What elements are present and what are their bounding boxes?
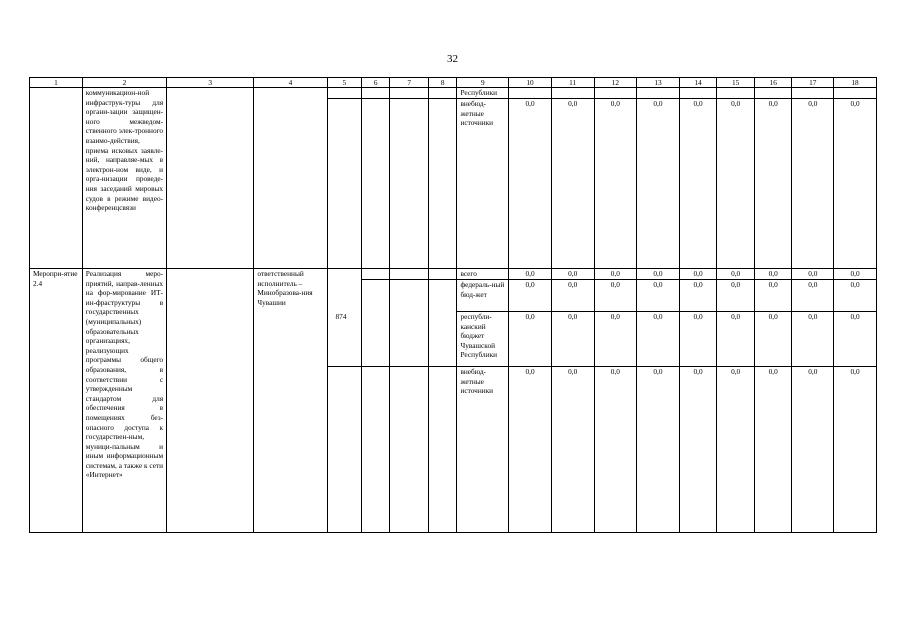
value-cell: 0,0 xyxy=(509,280,552,312)
empty-cell xyxy=(390,367,429,533)
empty-cell xyxy=(429,312,457,367)
funding-source: федераль-ный бюд-жет xyxy=(457,280,509,312)
header-row xyxy=(30,78,877,88)
empty-cell xyxy=(327,88,362,99)
table-row xyxy=(30,269,877,280)
executor: ответственный исполнитель – Минобразова-ния Чувашии xyxy=(254,269,327,533)
measure-description: Реализация меро-приятий, направ-ленных на фор-мирование ИТ-ин-фраструктуры в государственных (муниципальных) образовательных организациях, реализующих программы общего образования, в соответствии с утвержденным стандартом для обеспечения в помещениях без-опасного доступа к государствен-ным, муници-пальным и иным информационным системам, а также к сети «Интернет» xyxy=(82,269,166,533)
col-header: 16 xyxy=(754,78,792,88)
value-cell: 0,0 xyxy=(834,367,877,533)
value-cell: 0,0 xyxy=(834,99,877,269)
col-header: 12 xyxy=(594,78,637,88)
value-cell: 0,0 xyxy=(834,280,877,312)
value-cell: 0,0 xyxy=(594,312,637,367)
value-cell: 0,0 xyxy=(792,367,834,533)
empty-cell xyxy=(362,280,390,312)
code-cell xyxy=(327,280,362,312)
value-cell: 0,0 xyxy=(717,269,755,280)
empty-cell xyxy=(390,312,429,367)
col-header: 15 xyxy=(717,78,755,88)
col-header: 6 xyxy=(362,78,390,88)
empty-cell xyxy=(429,88,457,99)
empty-cell xyxy=(362,269,390,280)
empty-cell xyxy=(429,269,457,280)
col-header: 18 xyxy=(834,78,877,88)
value-cell: 0,0 xyxy=(551,312,594,367)
col-header: 3 xyxy=(167,78,254,88)
empty-cell xyxy=(390,269,429,280)
col-header: 9 xyxy=(457,78,509,88)
value-cell: 0,0 xyxy=(637,367,680,533)
value-cell: 0,0 xyxy=(509,99,552,269)
col-header: 2 xyxy=(82,78,166,88)
measure-name-cell xyxy=(30,88,83,269)
empty-cell xyxy=(327,367,362,533)
value-cell: 0,0 xyxy=(792,312,834,367)
empty-cell xyxy=(362,367,390,533)
col-header: 11 xyxy=(551,78,594,88)
funding-source: республи-канский бюджет Чувашской Республики xyxy=(457,312,509,367)
empty-cell xyxy=(429,99,457,269)
value-cell: 0,0 xyxy=(594,280,637,312)
value-cell: 0,0 xyxy=(754,99,792,269)
empty-cell xyxy=(429,367,457,533)
value-cell: 0,0 xyxy=(509,367,552,533)
empty-cell xyxy=(167,88,254,269)
value-cell: 0,0 xyxy=(754,367,792,533)
value-cell: 0,0 xyxy=(594,269,637,280)
col-header: 17 xyxy=(792,78,834,88)
value-cell: 0,0 xyxy=(594,367,637,533)
value-cell: 0,0 xyxy=(509,312,552,367)
funding-source: внебюд-жетные источники xyxy=(457,99,509,269)
funding-source: Республики xyxy=(457,88,509,99)
measure-description: коммуникацион-ной инфраструк-туры для органи-зации защищен-ного межведом-ственного элек-тронного взаимо-действия, приема исковых заявле-ний, направляе-мых в электрон-ном виде, и орга-низации проведе-ния заседаний мировых судов в режиме видео-конференцсвязи xyxy=(82,88,166,269)
value-cell: 0,0 xyxy=(754,280,792,312)
col-header: 14 xyxy=(679,78,717,88)
funding-source: всего xyxy=(457,269,509,280)
value-cell: 0,0 xyxy=(792,99,834,269)
value-cell: 0,0 xyxy=(834,269,877,280)
value-cell: 0,0 xyxy=(717,99,755,269)
value-cell: 0,0 xyxy=(594,99,637,269)
value-cell: 0,0 xyxy=(717,312,755,367)
value-cell: 0,0 xyxy=(834,312,877,367)
value-cell: 0,0 xyxy=(679,367,717,533)
value-cell: 0,0 xyxy=(509,269,552,280)
value-cell: 0,0 xyxy=(551,367,594,533)
empty-cell xyxy=(362,312,390,367)
value-cell: 0,0 xyxy=(792,269,834,280)
page-number: 32 xyxy=(447,53,458,65)
code-cell xyxy=(327,269,362,280)
value-cell: 0,0 xyxy=(792,280,834,312)
value-cell: 0,0 xyxy=(679,99,717,269)
col-header: 7 xyxy=(390,78,429,88)
empty-cell xyxy=(327,99,362,269)
col-header: 10 xyxy=(509,78,552,88)
col-header: 5 xyxy=(327,78,362,88)
col-header: 4 xyxy=(254,78,327,88)
table-row xyxy=(30,88,877,99)
value-cell: 0,0 xyxy=(637,312,680,367)
col-header: 1 xyxy=(30,78,83,88)
value-cell: 0,0 xyxy=(679,312,717,367)
budget-code: 874 xyxy=(327,312,362,367)
measure-name: Меропри-ятие 2.4 xyxy=(30,269,83,533)
value-cell: 0,0 xyxy=(754,312,792,367)
empty-cell xyxy=(362,88,390,99)
empty-cell xyxy=(362,99,390,269)
value-cell: 0,0 xyxy=(637,99,680,269)
empty-cell xyxy=(429,280,457,312)
col-header: 13 xyxy=(637,78,680,88)
value-cell: 0,0 xyxy=(754,269,792,280)
value-cell: 0,0 xyxy=(637,269,680,280)
program-table xyxy=(29,77,877,533)
empty-cell xyxy=(390,88,429,99)
col-header: 8 xyxy=(429,78,457,88)
executor-cell xyxy=(254,88,327,269)
value-cell: 0,0 xyxy=(717,367,755,533)
value-cell: 0,0 xyxy=(551,280,594,312)
empty-cell xyxy=(167,269,254,533)
funding-source: внебюд-жетные источники xyxy=(457,367,509,533)
empty-cell xyxy=(390,280,429,312)
value-cell: 0,0 xyxy=(551,99,594,269)
empty-cell xyxy=(390,99,429,269)
value-cell: 0,0 xyxy=(717,280,755,312)
value-cell: 0,0 xyxy=(679,269,717,280)
value-cell: 0,0 xyxy=(637,280,680,312)
value-cell: 0,0 xyxy=(679,280,717,312)
value-cell: 0,0 xyxy=(551,269,594,280)
